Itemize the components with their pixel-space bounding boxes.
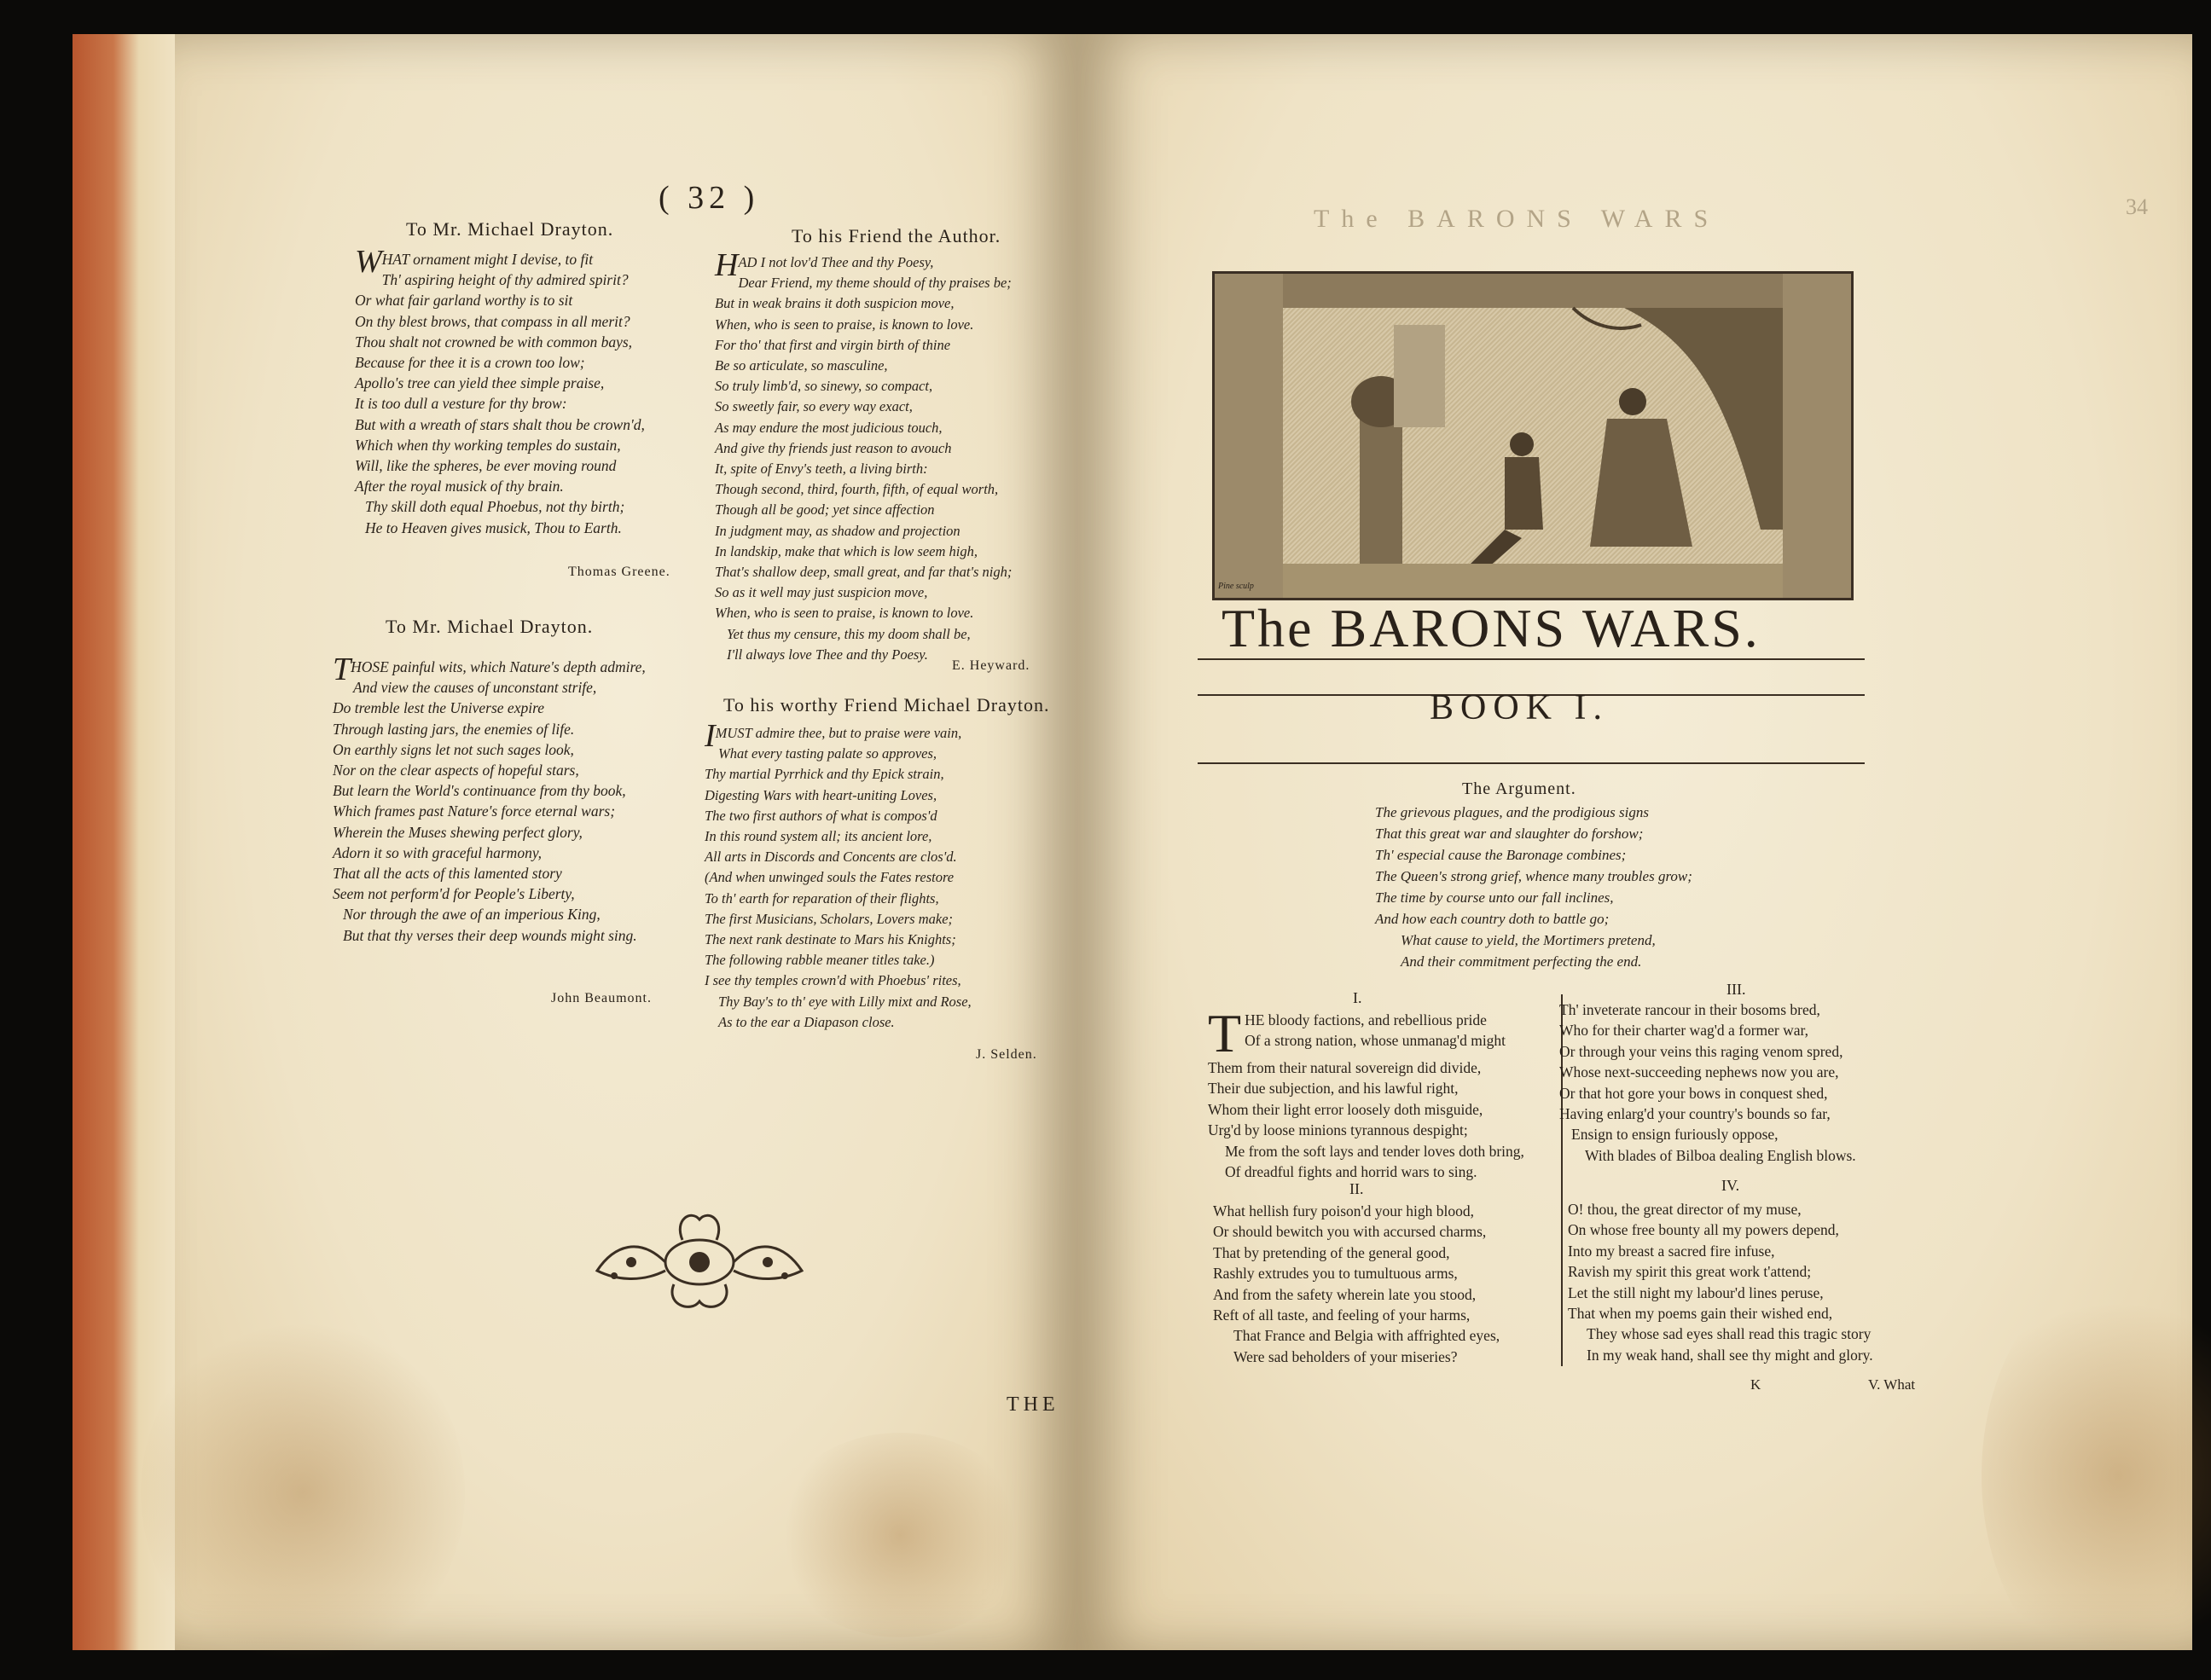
argument-line: What cause to yield, the Mortimers pretend, bbox=[1401, 932, 1656, 948]
engraver-credit: Pine sculp bbox=[1218, 582, 1254, 591]
stanza-line: Their due subjection, and his lawful right, bbox=[1208, 1080, 1459, 1098]
catchword: V. What bbox=[1868, 1376, 1916, 1393]
poem-body bbox=[715, 247, 1013, 665]
verse-line: As to the ear a Diapason close. bbox=[718, 1013, 895, 1030]
verse-line: The next rank destinate to Mars his Knights; bbox=[705, 931, 956, 948]
verse-line: After the royal musick of thy brain. bbox=[355, 478, 564, 495]
stanza-line: Them from their natural sovereign did divide, bbox=[1208, 1059, 1482, 1076]
poem-heading: To his Friend the Author. bbox=[792, 225, 1001, 246]
verse-line: Thou shalt not crowned be with common bays, bbox=[355, 333, 633, 350]
stanza-line: Or should bewitch you with accursed charms, bbox=[1213, 1223, 1487, 1241]
verse-line: Thy Bay's to th' eye with Lilly mixt and Rose, bbox=[718, 993, 972, 1010]
verse-line: As may endure the most judicious touch, bbox=[715, 419, 943, 436]
verse-line: But that thy verses their deep wounds might sing. bbox=[343, 926, 637, 944]
poem-signature: Thomas Greene. bbox=[568, 565, 670, 579]
stanza-line: They whose sad eyes shall read this tragic story bbox=[1587, 1325, 1872, 1343]
poem-heading: To Mr. Michael Drayton. bbox=[386, 616, 594, 637]
poem-body bbox=[705, 718, 972, 1033]
verse-line: Th' aspiring height of thy admired spirit? bbox=[381, 271, 629, 289]
verse-line: And view the causes of unconstant strife, bbox=[353, 679, 597, 697]
dropcap: W bbox=[355, 244, 382, 280]
verse-line: What every tasting palate so approves, bbox=[718, 745, 937, 762]
stanza-numeral: III. bbox=[1726, 981, 1746, 998]
verse-line: Nor on the clear aspects of hopeful stars, bbox=[333, 762, 579, 779]
verse-line: So sweetly fair, so every way exact, bbox=[715, 398, 913, 415]
verse-line: Though second, third, fourth, fifth, of equal worth, bbox=[715, 481, 999, 498]
poem-body bbox=[333, 652, 646, 946]
stanza-line: Ensign to ensign furiously oppose, bbox=[1571, 1126, 1779, 1144]
poem-heading: To his worthy Friend Michael Drayton. bbox=[723, 694, 1050, 715]
stanza-line: Whose next-succeeding nephews now you are, bbox=[1559, 1063, 1839, 1081]
stanza-numeral: I. bbox=[1353, 989, 1362, 1006]
verse-line: Will, like the spheres, be ever moving round bbox=[355, 457, 617, 475]
verse-line: But in weak brains it doth suspicion move, bbox=[715, 295, 955, 312]
poem-signature: E. Heyward. bbox=[952, 658, 1030, 673]
verse-line: But with a wreath of stars shalt thou be crown'd, bbox=[355, 415, 645, 433]
verse-line: Dear Friend, my theme should of thy praises be; bbox=[738, 275, 1012, 292]
verse-line: Do tremble lest the Universe expire bbox=[333, 699, 544, 717]
argument-heading: The Argument. bbox=[1462, 779, 1576, 798]
stanza-line: Or through your veins this raging venom spred, bbox=[1559, 1042, 1843, 1060]
book-title: The BARONS WARS. bbox=[1222, 598, 1761, 658]
stanza-line: Rashly extrudes you to tumultuous arms, bbox=[1213, 1265, 1458, 1283]
engraving-illustration bbox=[1212, 271, 1854, 600]
poem-signature: John Beaumont. bbox=[551, 991, 652, 1005]
verse-line: In landskip, make that which is low seem high, bbox=[715, 542, 978, 559]
stanza-line: With blades of Bilboa dealing English blows. bbox=[1585, 1146, 1856, 1164]
stanza-line: And from the safety wherein late you stood, bbox=[1213, 1285, 1477, 1303]
argument-line: And how each country doth to battle go; bbox=[1375, 911, 1610, 927]
verse-line: Through lasting jars, the enemies of life. bbox=[333, 720, 575, 738]
running-head-showthrough: The BARONS WARS bbox=[1314, 205, 1721, 233]
page-number: 34 bbox=[2126, 194, 2148, 219]
stanza-line: Urg'd by loose minions tyrannous despight; bbox=[1208, 1121, 1468, 1139]
stanza-line: Having enlarg'd your country's bounds so far, bbox=[1559, 1105, 1831, 1123]
verse-line: It, spite of Envy's teeth, a living birth: bbox=[715, 461, 928, 478]
verse-line: Wherein the Muses shewing perfect glory, bbox=[333, 823, 583, 841]
book-rule bbox=[1198, 762, 1865, 764]
stanza-line: HE bloody factions, and rebellious pride bbox=[1245, 1011, 1487, 1028]
stanza-numeral: II. bbox=[1349, 1180, 1364, 1197]
page-number: ( 32 ) bbox=[659, 180, 760, 216]
dropcap: T bbox=[1208, 1003, 1242, 1063]
verse-line: I'll always love Thee and thy Poesy. bbox=[727, 646, 928, 663]
stanza-line: In my weak hand, shall see thy might and glory. bbox=[1587, 1346, 1873, 1364]
stanza-line: Into my breast a sacred fire infuse, bbox=[1568, 1242, 1775, 1260]
verse-line: Seem not perform'd for People's Liberty, bbox=[333, 885, 575, 903]
stanza-line: Th' inveterate rancour in their bosoms bred, bbox=[1559, 1001, 1820, 1018]
stanza-line: Ravish my spirit this great work t'attend; bbox=[1568, 1263, 1812, 1281]
stanza-line: What hellish fury poison'd your high blood, bbox=[1213, 1202, 1474, 1219]
verse-line: So as it well may just suspicion move, bbox=[715, 584, 928, 601]
catchword: THE bbox=[1007, 1393, 1059, 1416]
verse-line: For tho' that first and virgin birth of thine bbox=[715, 336, 951, 353]
verse-line: Which frames past Nature's force eternal wars; bbox=[333, 802, 616, 820]
stanza bbox=[1568, 1199, 1873, 1365]
stanza-line: Me from the soft lays and tender loves doth bring, bbox=[1225, 1142, 1524, 1160]
verse-line: The first Musicians, Scholars, Lovers make; bbox=[705, 910, 954, 927]
signature-mark: K bbox=[1750, 1376, 1761, 1393]
verse-line: HOSE painful wits, which Nature's depth admire, bbox=[351, 658, 646, 675]
stanza-line: Whom their light error loosely doth misguide, bbox=[1208, 1100, 1483, 1118]
verse-line: Though all be good; yet since affection bbox=[715, 501, 935, 518]
stanza-line: On whose free bounty all my powers depend, bbox=[1568, 1221, 1839, 1239]
stanza-line: Or that hot gore your bows in conquest shed, bbox=[1559, 1084, 1828, 1102]
verse-line: That all the acts of this lamented story bbox=[333, 865, 562, 883]
argument-line: Th' especial cause the Baronage combines; bbox=[1375, 847, 1627, 863]
stanza-line: O! thou, the great director of my muse, bbox=[1568, 1201, 1802, 1218]
stanza-line: Of a strong nation, whose unmanag'd might bbox=[1245, 1032, 1506, 1050]
verse-line: Yet thus my censure, this my doom shall be, bbox=[727, 625, 971, 642]
poem-signature: J. Selden. bbox=[976, 1047, 1037, 1062]
verse-line: All arts in Discords and Concents are clos'd. bbox=[705, 849, 957, 866]
argument-line: The time by course unto our fall inclines, bbox=[1375, 889, 1614, 906]
stanza-line: Were sad beholders of your miseries? bbox=[1233, 1347, 1458, 1365]
verse-line: The following rabble meaner titles take.) bbox=[705, 952, 935, 969]
stanza bbox=[1208, 1003, 1524, 1182]
water-stain bbox=[772, 1433, 1028, 1637]
argument-line: The grievous plagues, and the prodigious signs bbox=[1375, 804, 1649, 820]
stanza-line: Of dreadful fights and horrid wars to sing. bbox=[1225, 1163, 1477, 1181]
argument-line: The Queen's strong grief, whence many troubles grow; bbox=[1375, 868, 1692, 884]
verse-line: On earthly signs let not such sages look, bbox=[333, 740, 574, 758]
verse-line: In this round system all; its ancient lore, bbox=[705, 828, 932, 845]
stanza-line: Reft of all taste, and feeling of your harms, bbox=[1213, 1306, 1471, 1324]
verse-line: Apollo's tree can yield thee simple praise, bbox=[355, 374, 605, 392]
stanza-line: That by pretending of the general good, bbox=[1213, 1243, 1450, 1261]
poem-heading: To Mr. Michael Drayton. bbox=[406, 218, 614, 240]
verse-line: On thy blest brows, that compass in all merit? bbox=[355, 312, 630, 330]
verse-line: That's shallow deep, small great, and far that's nigh; bbox=[715, 564, 1013, 581]
verse-line: Because for thee it is a crown too low; bbox=[355, 354, 585, 372]
stanza-line: Let the still night my labour'd lines peruse, bbox=[1568, 1283, 1824, 1301]
ornament-tailpiece bbox=[580, 1202, 819, 1322]
verse-line: Digesting Wars with heart-uniting Loves, bbox=[705, 786, 937, 803]
argument-body bbox=[1375, 802, 1692, 972]
verse-line: When, who is seen to praise, is known to love. bbox=[715, 316, 974, 333]
argument-line: That this great war and slaughter do forshow; bbox=[1375, 826, 1644, 842]
water-stain bbox=[1982, 1271, 2211, 1680]
verse-line: Be so articulate, so masculine, bbox=[715, 357, 888, 374]
verse-line: To th' earth for reparation of their flights, bbox=[705, 889, 939, 907]
verse-line: Thy martial Pyrrhick and thy Epick strain, bbox=[705, 766, 944, 783]
dropcap: T bbox=[333, 652, 351, 687]
title-rule bbox=[1198, 658, 1865, 660]
stanza-line: That France and Belgia with affrighted eyes, bbox=[1233, 1327, 1500, 1345]
book-heading: BOOK I. bbox=[1430, 688, 1609, 727]
water-stain bbox=[141, 1313, 465, 1671]
verse-line: Nor through the awe of an imperious King, bbox=[343, 906, 601, 924]
verse-line: And give thy friends just reason to avouch bbox=[715, 439, 952, 456]
stanza-line: Who for their charter wag'd a former war, bbox=[1559, 1022, 1809, 1040]
verse-line: (And when unwinged souls the Fates restore bbox=[705, 869, 955, 886]
verse-line: Adorn it so with graceful harmony, bbox=[333, 843, 542, 861]
stanza-line: That when my poems gain their wished end, bbox=[1568, 1305, 1833, 1323]
verse-line: MUST admire thee, but to praise were vain, bbox=[715, 725, 962, 741]
verse-line: The two first authors of what is compos'd bbox=[705, 807, 937, 824]
poem-body bbox=[355, 244, 645, 538]
verse-line: Or what fair garland worthy is to sit bbox=[355, 292, 573, 310]
verse-line: I see thy temples crown'd with Phoebus' rites, bbox=[705, 972, 961, 989]
verse-line: When, who is seen to praise, is known to love. bbox=[715, 605, 974, 622]
dropcap: H bbox=[715, 247, 739, 283]
verse-line: In judgment may, as shadow and projection bbox=[715, 522, 960, 539]
verse-line: It is too dull a vesture for thy brow: bbox=[355, 395, 567, 413]
verse-line: He to Heaven gives musick, Thou to Earth. bbox=[365, 518, 622, 536]
dropcap: I bbox=[705, 718, 716, 754]
verse-line: But learn the World's continuance from thy book, bbox=[333, 782, 626, 800]
stanza-numeral: IV. bbox=[1721, 1177, 1740, 1194]
verse-line: AD I not lov'd Thee and thy Poesy, bbox=[738, 254, 934, 270]
stanza bbox=[1213, 1201, 1500, 1367]
argument-line: And their commitment perfecting the end. bbox=[1401, 953, 1642, 970]
verse-line: Which when thy working temples do sustain, bbox=[355, 436, 621, 454]
stanza bbox=[1559, 999, 1856, 1166]
verse-line: HAT ornament might I devise, to fit bbox=[381, 251, 594, 268]
verse-line: Thy skill doth equal Phoebus, not thy birth; bbox=[365, 498, 625, 516]
verse-line: So truly limb'd, so sinewy, so compact, bbox=[715, 378, 933, 395]
